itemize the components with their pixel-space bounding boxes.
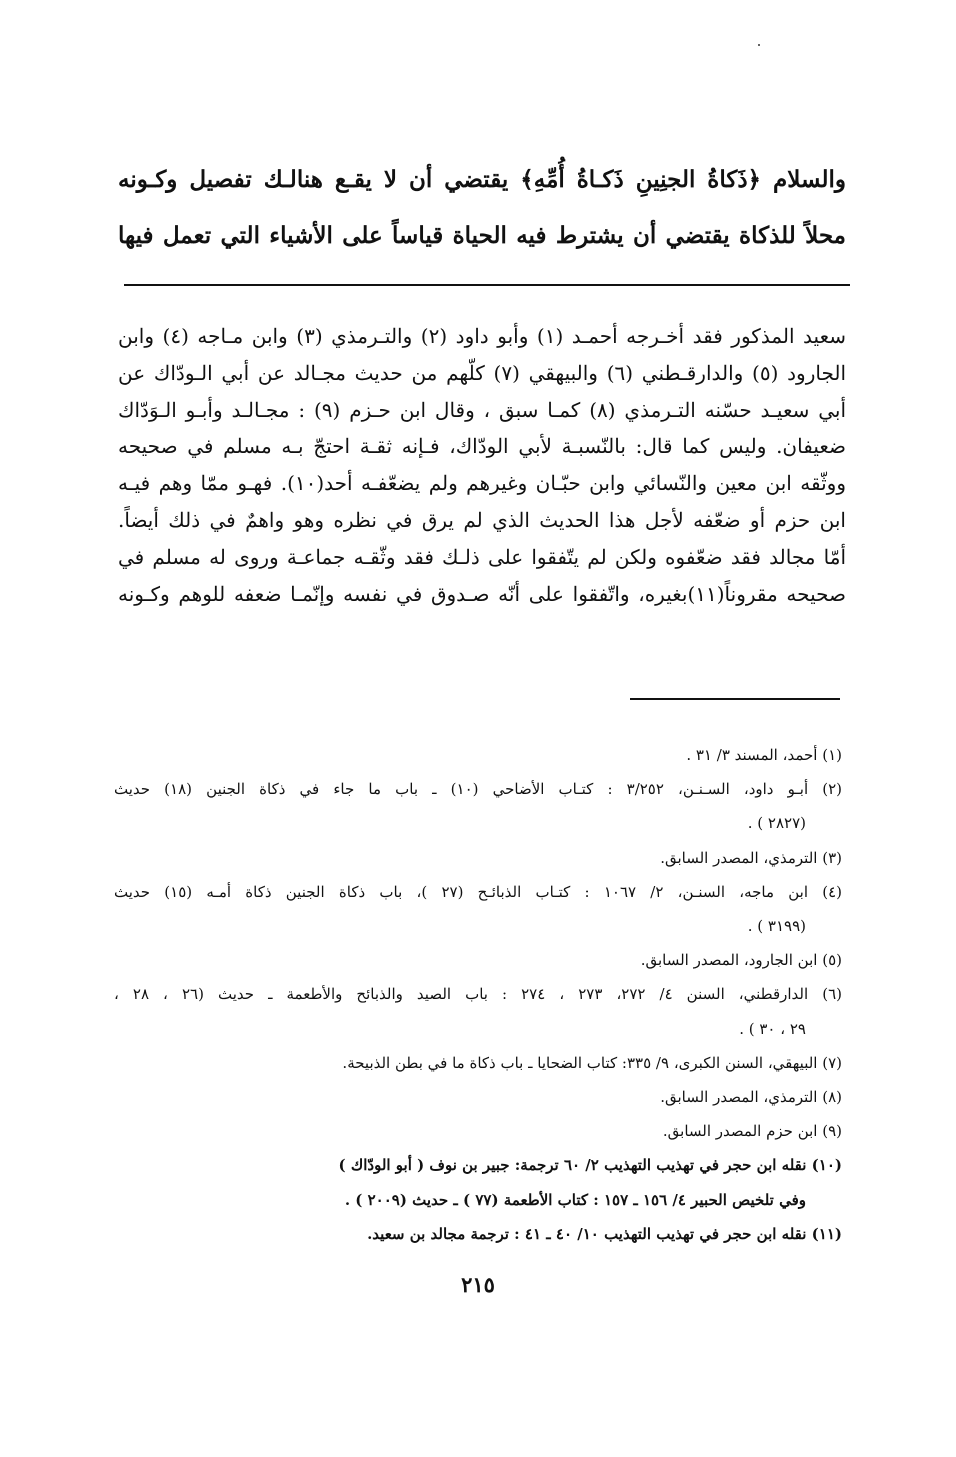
footnote-3: (٣) الترمذي، المصدر السابق. [660, 848, 842, 867]
footnote-7: (٧) البيهقي، السنن الكبرى، ٩/ ٣٣٥: كتاب الضحايا ـ باب ذكاة ما في بطن الذبيحة. [342, 1053, 842, 1072]
footnote-2: (٢) أبـو داود، السـنـن، ٣/٢٥٢ : كتـاب الأضاحي (١٠) ـ باب ما جاء في ذكاة الجنين (١٨) حديث [114, 780, 842, 799]
body-paragraph [118, 318, 846, 612]
footnote-4-cont: (٣١٩٩ ) . [747, 917, 806, 936]
top-line: محلاً للذكاة يقتضي أن يشترط فيه الحياة قياساً على الأشياء التي تعمل فيها [118, 222, 846, 249]
footnote-9: (٩) ابن حزم المصدر السابق. [662, 1122, 842, 1141]
footnote-11: (١١) نقله ابن حجر في تهذيب التهذيب ١٠/ ٤٠ ـ ٤١ : ترجمة مجالد بن سعيد. [367, 1224, 842, 1243]
body-line: أمّا مجالد فقد ضعّفوه ولكن لم يتّفقوا على ذلـك فقد وثّقـه جماعـة وروى له مسلم في [118, 544, 846, 569]
body-line: صحيحه مقروناً(١١)بغيره، واتّفقوا على أنّه صـدوق في نفسه وإنّمـا ضعفه للوهم وكـونه [118, 581, 846, 606]
body-line: الجارود (٥) والدارقـطني (٦) والبيهقي (٧) كلّهم من حديث مجـالد عن أبي الـودّاك عن [118, 360, 846, 385]
continued-text-top [118, 152, 846, 264]
scan-speck [758, 44, 760, 46]
footnote-1: (١) أحمد، المسند ٣/ ٣١ . [686, 746, 842, 764]
page-number: ٢١٥ [461, 1272, 495, 1297]
footnote-10-cont: وفي تلخيص الحبير ٤/ ١٥٦ ـ ١٥٧ : كتاب الأطعمة (٧٧ ) ـ حديث (٢٠٠٩ ) . [344, 1190, 806, 1209]
body-line: سعيد المذكور فقد أخـرجه أحمـد (١) وأبو داود (٢) والتـرمذي (٣) وابن مـاجه (٤) وابن [118, 324, 846, 348]
body-line: ووثّقه ابن معين والنّسائي وابن حبّـان وغيرهم ولم يضعّفـه أحد(١٠). فهـو ممّا وهم فيـه [118, 471, 846, 496]
footnote-separator [630, 698, 840, 700]
footnote-8: (٨) الترمذي، المصدر السابق. [660, 1088, 842, 1107]
footnote-6: (٦) الدارقطني، السنن ٤/ ٢٧٢، ٢٧٣ ، ٢٧٤ : باب الصيد والذبائح والأطعمة ـ حديث (٢٦ ، ٢٨ ، [114, 985, 842, 1004]
footnote-4: (٤) ابن ماجه، السنـن، ٢/ ١٠٦٧ : كتـاب الذبائـح (٢٧ )، باب ذكاة الجنين ذكاة أمـه (١٥) حديث [114, 882, 842, 901]
body-line: ابن حزم أو ضعّفه لأجل هذا الحديث الذي لم يرق في نظره وهو واهمٌ في ذلك أيضاً. [118, 507, 846, 532]
body-line: ضعيفان. وليس كما قال: بالنّسبـة لأبي الودّاك، فـإنه ثقـة احتجّ بـه مسلم في صحيحه [118, 434, 846, 459]
top-line: والسلام ﴿ذَكاةُ الجنِينِ ذَكـاةُ أُمِّهِ﴾ يقتضي أن لا يقـع هنالـك تفصيل وكـونه [118, 166, 846, 193]
body-line: أبي سعيـد حسّنه التـرمذي (٨) كمـا سبق ، وقال ابن حـزم (٩) : مجـالـد وأبـو الـوَدّاك [118, 397, 846, 422]
footnote-10: (١٠) نقله ابن حجر في تهذيب التهذيب ٢/ ٦٠ ترجمة: جبير بن نوف ( أبو الودّاك ) [338, 1156, 842, 1175]
separator-rule [124, 284, 850, 286]
footnotes [114, 738, 842, 1251]
footnote-6-cont: ٢٩ ، ٣٠ ) . [739, 1019, 806, 1038]
footnote-5: (٥) ابن الجارود، المصدر السابق. [640, 951, 842, 970]
footnote-2-cont: (٢٨٢٧ ) . [747, 814, 806, 833]
